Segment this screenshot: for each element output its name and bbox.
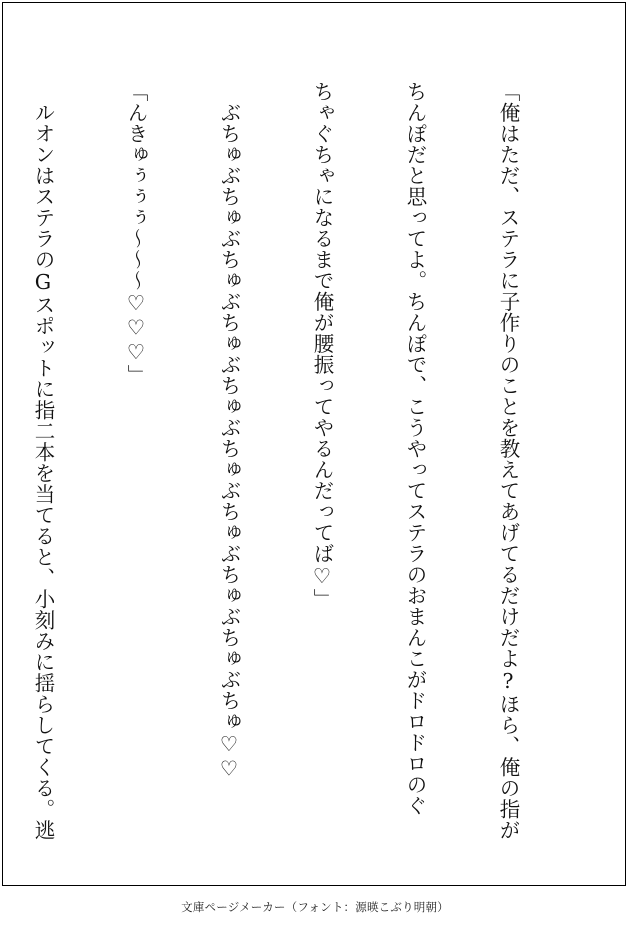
- page-frame: [2, 2, 626, 886]
- text-line-4: ぶちゅぶちゅぶちゅぶちゅぶちゅぶちゅぶちゅぶちゅぶちゅぶちゅ♡♡: [217, 81, 241, 781]
- text-line-1: 「俺はただ、ステラに子作りのことを教えてあげてるだけだよ?ほら、俺の指が: [496, 81, 520, 841]
- text-line-6: ルオンはステラのGスポットに指二本を当てると、小刻みに揺らしてくる。逃: [31, 81, 55, 841]
- vertical-text-body: [0, 81, 585, 841]
- text-line-5: 「んきゅぅぅぅ〜〜〜♡♡♡」: [124, 81, 148, 386]
- footer-credit: 文庫ページメーカー（フォント：源暎こぶり明朝）: [181, 900, 449, 914]
- text-line-3: ちゃぐちゃになるまで俺が腰振ってやるんだってば♡」: [310, 81, 334, 610]
- text-line-2: ちんぽだと思ってよ。ちんぽで、こうやってステラのおまんこがドロドロのぐ: [403, 81, 427, 816]
